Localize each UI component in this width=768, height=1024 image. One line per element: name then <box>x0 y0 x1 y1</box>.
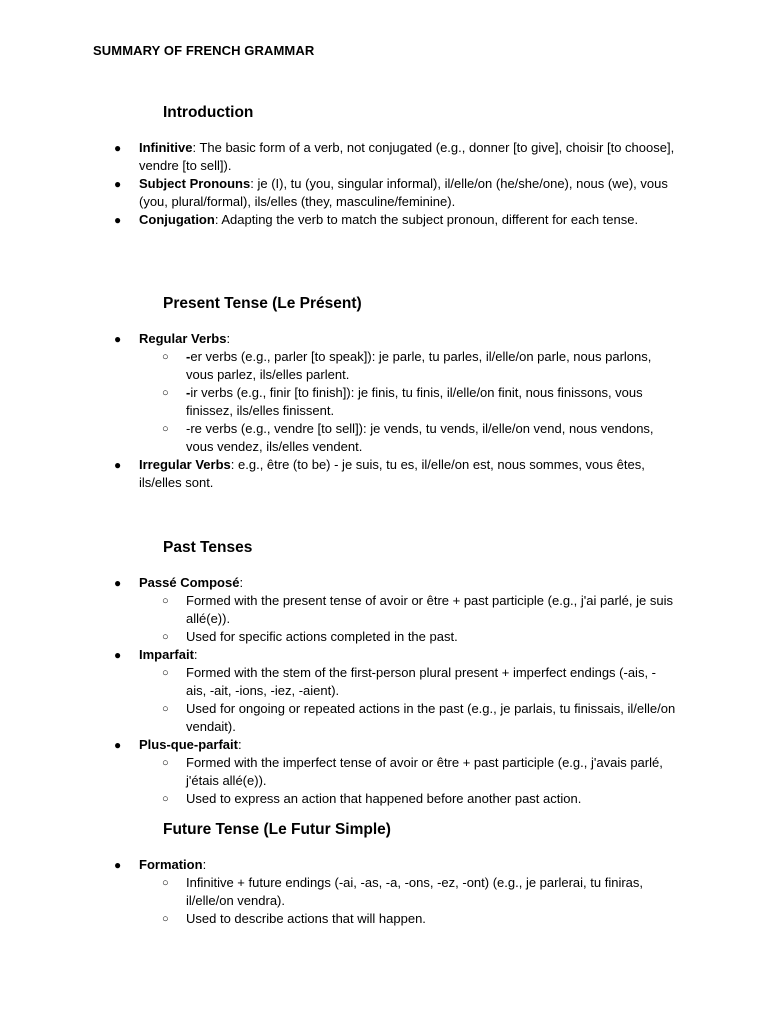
hollow-bullet-icon: ○ <box>162 387 169 399</box>
definition: : <box>202 857 207 872</box>
list-item <box>0 139 768 175</box>
definition: Used for ongoing or repeated actions in the past (e.g., je parlais, tu finissais, il/elle/on vendait). <box>186 701 676 734</box>
sub-list-item <box>0 348 768 384</box>
hollow-bullet-icon: ○ <box>162 757 169 769</box>
sub-list-item <box>0 592 768 628</box>
term: - <box>186 385 191 400</box>
sub-list-item <box>0 910 768 928</box>
term: Formation <box>139 857 203 872</box>
bullet-icon: ● <box>114 576 122 590</box>
list-item <box>0 856 768 874</box>
hollow-bullet-icon: ○ <box>162 351 169 363</box>
section-heading: Present Tense (Le Présent) <box>163 295 362 312</box>
term: Infinitive <box>139 140 193 155</box>
sub-list-item <box>0 874 768 910</box>
definition: Used for specific actions completed in the past. <box>186 629 458 644</box>
definition: : je (I), tu (you, singular informal), il/elle/on (he/she/one), nous (we), vous (you, plural/formal), ils/elles (they, masculine/feminine). <box>139 176 668 209</box>
hollow-bullet-icon: ○ <box>162 631 169 643</box>
list-item <box>0 211 768 229</box>
definition: Used to describe actions that will happen. <box>186 911 426 926</box>
definition: ir verbs (e.g., finir [to finish]): je finis, tu finis, il/elle/on finit, nous finissons, vous finissez, ils/elles finissent. <box>186 385 643 418</box>
hollow-bullet-icon: ○ <box>162 423 169 435</box>
sub-list-item <box>0 628 768 646</box>
term: Plus-que-parfait <box>139 737 238 752</box>
hollow-bullet-icon: ○ <box>162 595 169 607</box>
hollow-bullet-icon: ○ <box>162 877 169 889</box>
bullet-icon: ● <box>114 648 122 662</box>
sub-list-item <box>0 420 768 456</box>
bullet-list <box>0 574 768 808</box>
definition: : <box>226 331 231 346</box>
bullet-list <box>0 330 768 492</box>
list-item <box>0 456 768 492</box>
definition: : e.g., être (to be) - je suis, tu es, il/elle/on est, nous sommes, vous êtes, ils/elles sont. <box>139 457 645 490</box>
sub-list-item <box>0 384 768 420</box>
bullet-list <box>0 856 768 928</box>
sub-list-item <box>0 790 768 808</box>
definition: : Adapting the verb to match the subject pronoun, different for each tense. <box>214 212 639 227</box>
term: Regular Verbs <box>139 331 227 346</box>
definition: Formed with the present tense of avoir or être + past participle (e.g., j'ai parlé, je suis allé(e)). <box>186 593 673 626</box>
term: - <box>186 349 191 364</box>
list-item <box>0 736 768 754</box>
term: Irregular Verbs <box>139 457 231 472</box>
definition: : <box>193 647 198 662</box>
term: Subject Pronouns <box>139 176 251 191</box>
term: Imparfait <box>139 647 194 662</box>
list-item <box>0 574 768 592</box>
bullet-icon: ● <box>114 213 122 227</box>
section-heading: Past Tenses <box>163 539 253 556</box>
sub-list-item <box>0 700 768 736</box>
section-heading: Future Tense (Le Futur Simple) <box>163 821 391 838</box>
definition: Infinitive + future endings (-ai, -as, -a, -ons, -ez, -ont) (e.g., je parlerai, tu finiras, il/elle/on vendra). <box>186 875 643 908</box>
term: Passé Composé <box>139 575 240 590</box>
term: Conjugation <box>139 212 215 227</box>
list-item <box>0 175 768 211</box>
definition: : The basic form of a verb, not conjugated (e.g., donner [to give], choisir [to choose], vendre [to sell]). <box>139 140 675 173</box>
definition: : <box>237 737 242 752</box>
bullet-list <box>0 139 768 229</box>
bullet-icon: ● <box>114 141 122 155</box>
definition: Formed with the imperfect tense of avoir or être + past participle (e.g., j'avais parlé, j'étais allé(e)). <box>186 755 663 788</box>
bullet-icon: ● <box>114 458 122 472</box>
hollow-bullet-icon: ○ <box>162 667 169 679</box>
definition: -re verbs (e.g., vendre [to sell]): je vends, tu vends, il/elle/on vend, nous vendons, vous vendez, ils/elles vendent. <box>186 421 654 454</box>
bullet-icon: ● <box>114 177 122 191</box>
sub-list-item <box>0 754 768 790</box>
definition: er verbs (e.g., parler [to speak]): je parle, tu parles, il/elle/on parle, nous parlons, vous parlez, ils/elles parlent. <box>186 349 652 382</box>
bullet-icon: ● <box>114 332 122 346</box>
section-heading: Introduction <box>163 104 254 121</box>
bullet-icon: ● <box>114 738 122 752</box>
bullet-icon: ● <box>114 858 122 872</box>
sub-list-item <box>0 664 768 700</box>
definition: Used to express an action that happened before another past action. <box>186 791 582 806</box>
list-item <box>0 330 768 348</box>
definition: : <box>239 575 244 590</box>
definition: Formed with the stem of the first-person plural present + imperfect endings (-ais, -ais, -ait, -ions, -iez, -aient). <box>186 665 656 698</box>
hollow-bullet-icon: ○ <box>162 703 169 715</box>
hollow-bullet-icon: ○ <box>162 913 169 925</box>
list-item <box>0 646 768 664</box>
hollow-bullet-icon: ○ <box>162 793 169 805</box>
document-title: SUMMARY OF FRENCH GRAMMAR <box>93 43 315 58</box>
